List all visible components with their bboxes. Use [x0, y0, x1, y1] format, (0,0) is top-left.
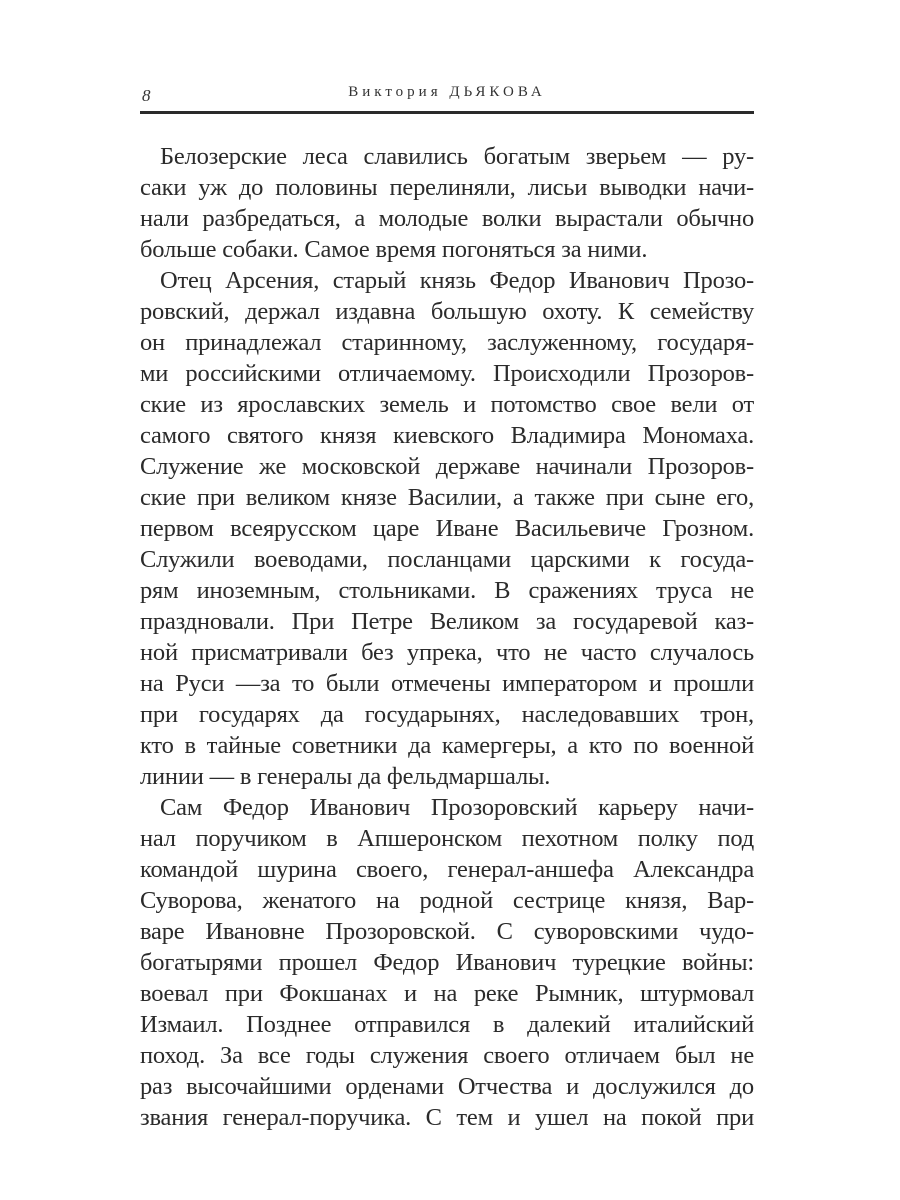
page-header	[140, 80, 754, 110]
header-rule	[140, 111, 754, 114]
text-line: Белозерские леса славились богатым зверьем — ру-	[160, 143, 754, 170]
text-line: Служили воеводами, посланцами царскими к госуда-	[140, 546, 754, 573]
text-line: Измаил. Позднее отправился в далекий италийский	[140, 1011, 754, 1038]
text-line: Отец Арсения, старый князь Федор Иванович Прозо-	[160, 267, 754, 294]
page-number: 8	[142, 86, 151, 105]
text-line: больше собаки. Самое время погоняться за ними.	[140, 236, 648, 263]
paragraph	[140, 141, 754, 265]
text-line: богатырями прошел Федор Иванович турецкие войны:	[140, 949, 754, 976]
text-line: Суворова, женатого на родной сестрице князя, Вар-	[140, 887, 754, 914]
text-line: саки уж до половины перелиняли, лисьи выводки начи-	[140, 174, 754, 201]
text-line: ми российскими отличаемому. Происходили Прозоров-	[140, 360, 754, 387]
text-line: нал поручиком в Апшеронском пехотном полку под	[140, 825, 754, 852]
text-line: звания генерал-поручика. С тем и ушел на покой при	[140, 1104, 754, 1131]
text-line: на Руси —за то были отмечены императором и прошли	[140, 670, 754, 697]
text-line: нали разбредаться, а молодые волки вырастали обычно	[140, 205, 754, 232]
paragraph	[140, 265, 754, 792]
body-text	[140, 141, 754, 1133]
text-line: командой шурина своего, генерал-аншефа Александра	[140, 856, 754, 883]
text-line: он принадлежал старинному, заслуженному, государя-	[140, 329, 754, 356]
text-line: ной присматривали без упрека, что не часто случалось	[140, 639, 754, 666]
text-line: при государях да государынях, наследовавших трон,	[140, 701, 754, 728]
text-line: линии — в генералы да фельдмаршалы.	[140, 763, 551, 790]
text-line: ские из ярославских земель и потомство свое вели от	[140, 391, 754, 418]
text-line: ские при великом князе Василии, а также при сыне его,	[140, 484, 754, 511]
running-head-author: Виктория ДЬЯКОВА	[348, 84, 546, 100]
text-line: рям иноземным, стольниками. В сражениях труса не	[140, 577, 754, 604]
text-line: воевал при Фокшанах и на реке Рымник, штурмовал	[140, 980, 754, 1007]
text-line: Сам Федор Иванович Прозоровский карьеру начи-	[160, 794, 754, 821]
text-line: раз высочайшими орденами Отчества и дослужился до	[140, 1073, 754, 1100]
text-line: Служение же московской державе начинали Прозоров-	[140, 453, 754, 480]
text-line: первом всеярусском царе Иване Васильевиче Грозном.	[140, 515, 754, 542]
text-line: ровский, держал издавна большую охоту. К семейству	[140, 298, 754, 325]
text-line: варе Ивановне Прозоровской. С суворовскими чудо-	[140, 918, 754, 945]
text-line: праздновали. При Петре Великом за государевой каз-	[140, 608, 754, 635]
text-line: поход. За все годы служения своего отличаем был не	[140, 1042, 754, 1069]
text-line: кто в тайные советники да камергеры, а кто по военной	[140, 732, 754, 759]
paragraph	[140, 792, 754, 1133]
text-line: самого святого князя киевского Владимира Мономаха.	[140, 422, 754, 449]
